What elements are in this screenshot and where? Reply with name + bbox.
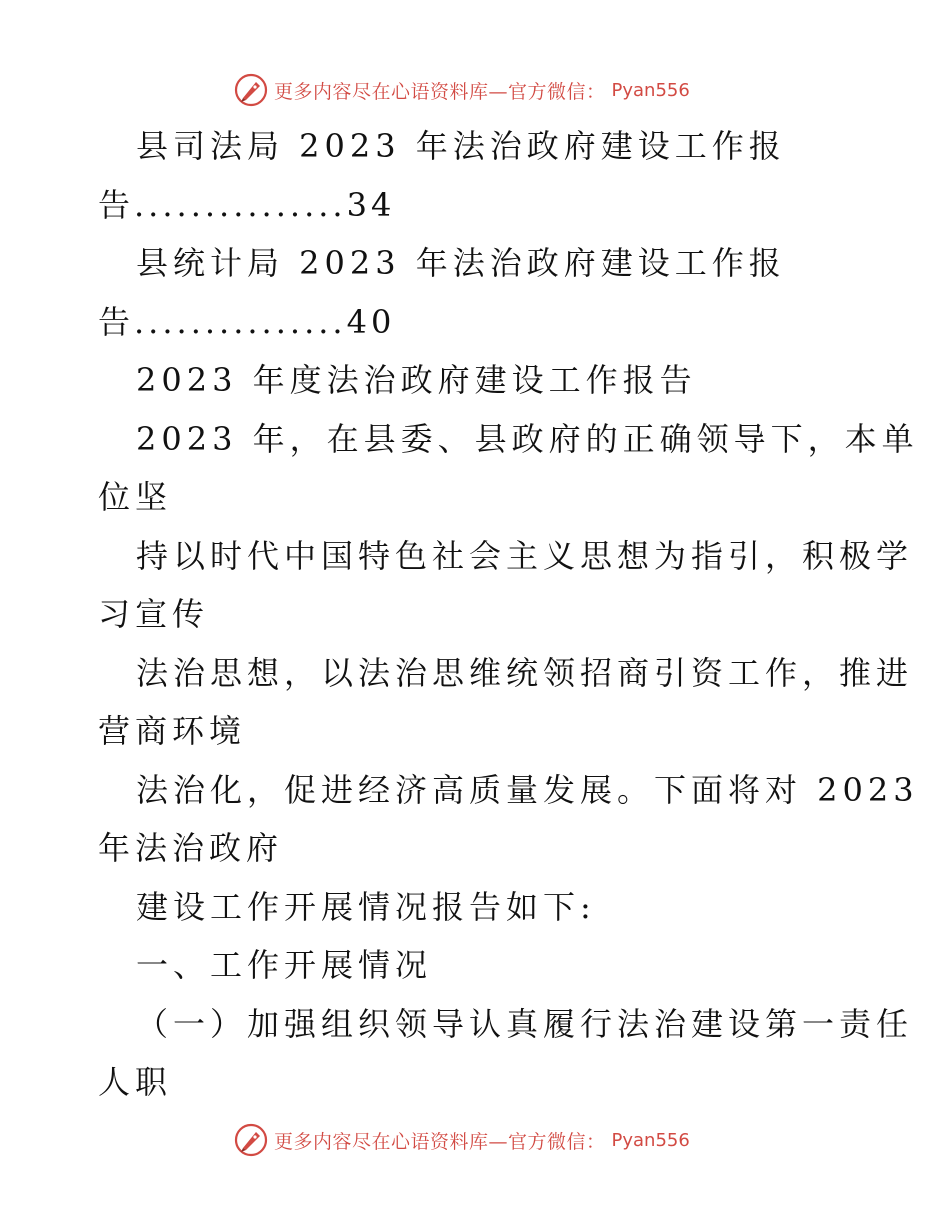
banner-text: 更多内容尽在心语资料库—官方微信：	[274, 1130, 606, 1153]
banner-text: 更多内容尽在心语资料库—官方微信：	[274, 80, 606, 103]
toc-entry-statistics-title: 县统计局 2023 年法治政府建设工作报	[136, 244, 786, 282]
footer-watermark-banner	[234, 1122, 690, 1158]
subsection-heading: （一）加强组织领导认真履行法治建设第一责任	[136, 1005, 914, 1043]
body-line: 营商环境	[98, 712, 247, 750]
body-line: 习宣传	[98, 595, 210, 633]
body-line: 年法治政府	[98, 829, 284, 867]
body-line: 2023 年，在县委、县政府的正确领导下，本单	[136, 420, 919, 458]
toc-entry-justice-title: 县司法局 2023 年法治政府建设工作报	[136, 127, 786, 165]
section-heading: 一、工作开展情况	[136, 946, 433, 984]
pen-nib-logo-icon	[234, 1123, 268, 1157]
body-line: 位坚	[98, 478, 173, 516]
body-line: 持以时代中国特色社会主义思想为指引，积极学	[136, 537, 914, 575]
pen-nib-logo-icon	[234, 73, 268, 107]
body-line: 建设工作开展情况报告如下:	[136, 888, 596, 926]
header-watermark-banner	[234, 72, 690, 108]
banner-wechat-id: Pyan556	[611, 1129, 690, 1151]
body-line: 法治化，促进经济高质量发展。下面将对 2023	[136, 771, 919, 809]
toc-entry-justice-page: 告...............34	[98, 186, 396, 224]
banner-wechat-id: Pyan556	[611, 79, 690, 101]
report-heading: 2023 年度法治政府建设工作报告	[136, 361, 697, 399]
toc-entry-statistics-page: 告...............40	[98, 303, 396, 341]
subsection-heading-continued: 人职	[98, 1063, 173, 1101]
body-line: 法治思想，以法治思维统领招商引资工作，推进	[136, 654, 914, 692]
